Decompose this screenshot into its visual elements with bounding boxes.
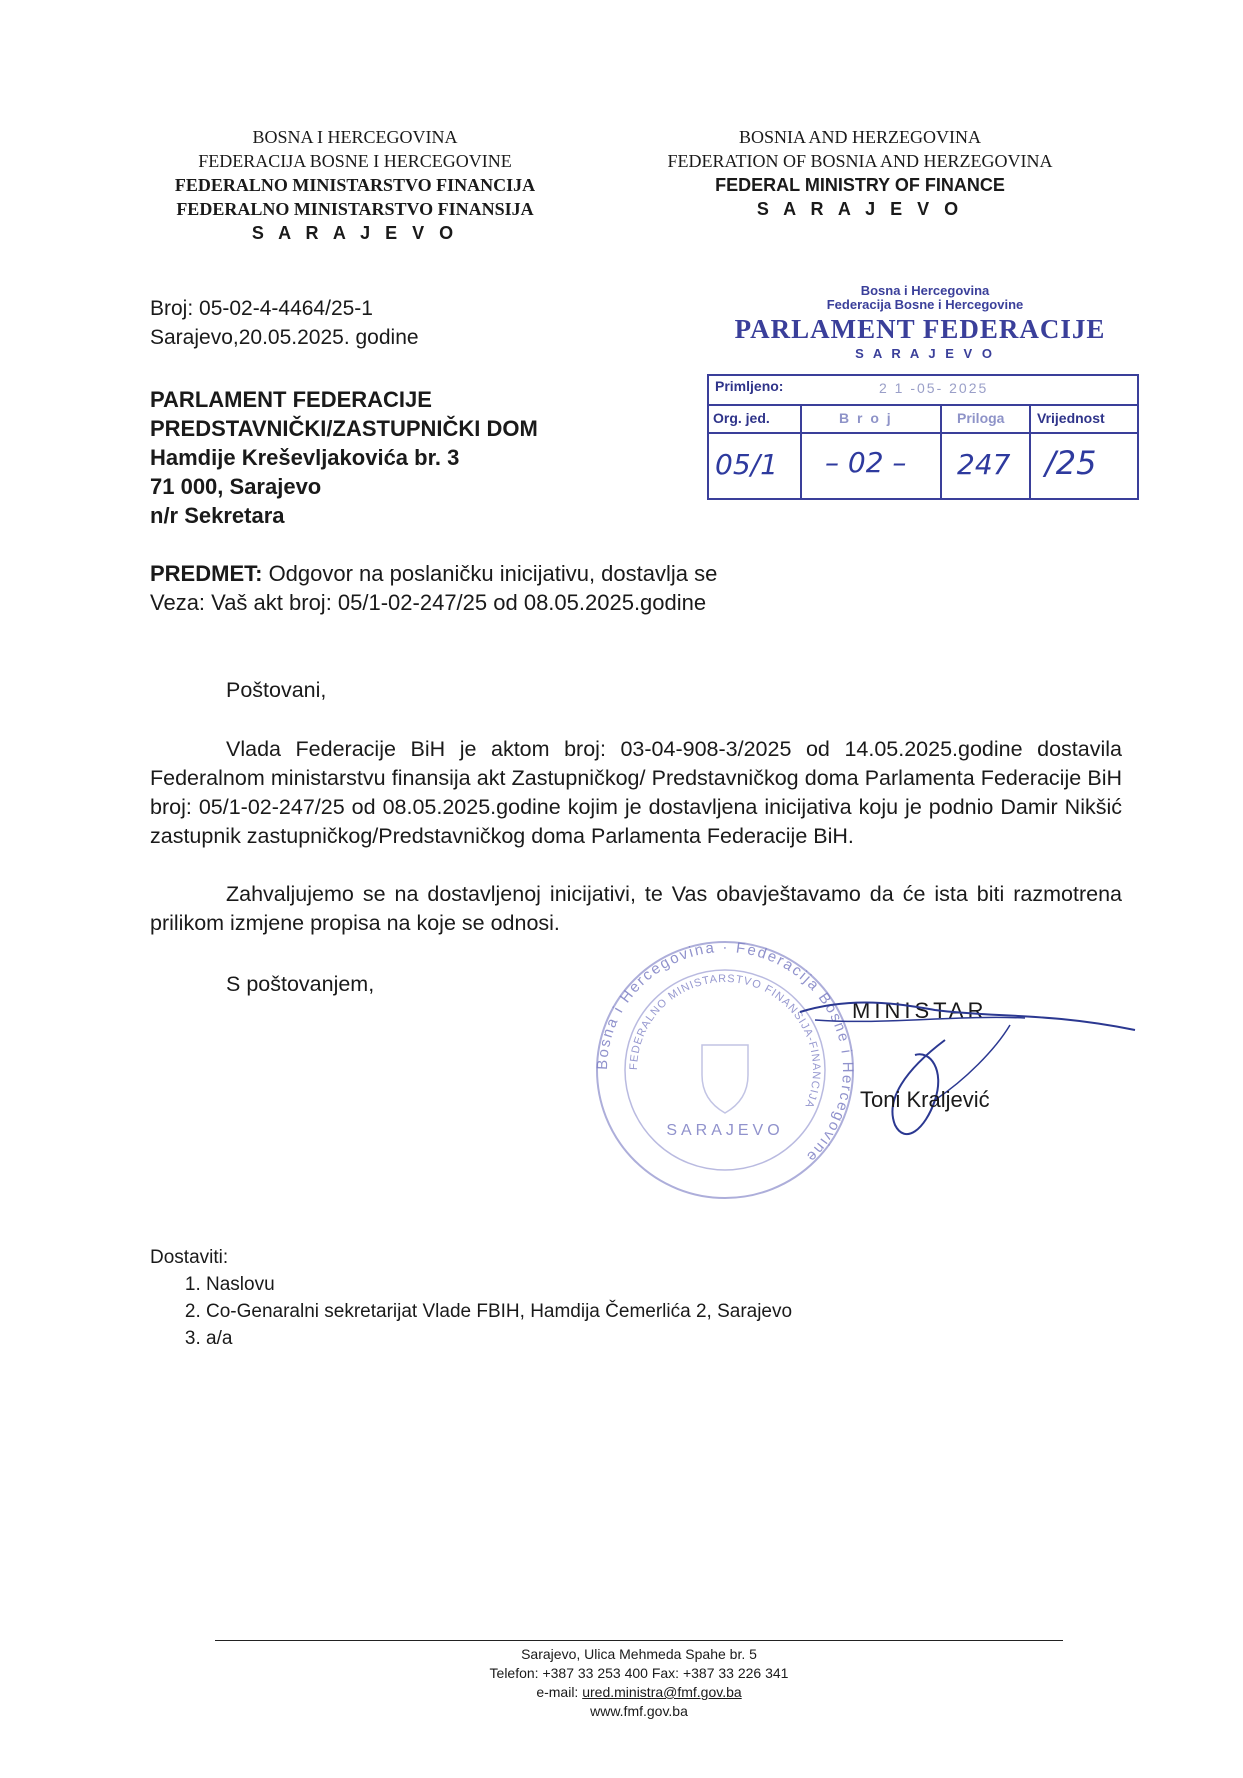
letterhead-ministry-hr: FEDERALNO MINISTARSTVO FINANCIJA [174, 175, 536, 195]
subject-label: PREDMET: [150, 561, 263, 586]
reference-number: Broj: 05-02-4-4464/25-1 [150, 297, 373, 320]
reference-date: Sarajevo,20.05.2025. godine [150, 326, 419, 349]
subject-block [150, 559, 1110, 617]
letterhead-federation-en: FEDERATION OF BOSNIA AND HERZEGOVINA [667, 151, 1053, 171]
stamp-table [707, 374, 1139, 500]
footer-website[interactable]: www.fmf.gov.ba [590, 1703, 688, 1719]
stamp-col-broj: B r o j [839, 410, 893, 426]
recipient-line1: PARLAMENT FEDERACIJE [150, 387, 432, 412]
stamp-received-date: 2 1 -05- 2025 [879, 380, 989, 396]
letterhead-country-en: BOSNIA AND HERZEGOVINA [739, 127, 981, 147]
distribution-list [150, 1271, 1050, 1352]
signature-title: MINISTAR [852, 998, 988, 1023]
letterhead-english [625, 125, 1095, 221]
stamp-header-federation: Federacija Bosne i Hercegovine [826, 297, 1024, 312]
subject-reference: Veza: Vaš akt broj: 05/1-02-247/25 od 08.05.2025.godine [150, 590, 707, 615]
letterhead-ministry-bs: FEDERALNO MINISTARSTVO FINANSIJA [176, 199, 534, 219]
stamp-col-vrijednost: Vrijednost [1037, 410, 1105, 426]
stamp-header-country: Bosna i Hercegovina [860, 283, 990, 298]
footer-email-label: e-mail: [536, 1684, 583, 1700]
seal-shield-icon [702, 1045, 748, 1113]
stamp-val-vrijednost: /25 [1045, 444, 1097, 482]
recipient-block [150, 385, 538, 530]
letterhead-ministry-en: FEDERAL MINISTRY OF FINANCE [715, 175, 1005, 195]
stamp-header-city: S A R A J E V O [855, 346, 995, 361]
subject-text: Odgovor na poslaničku inicijativu, dostavlja se [262, 561, 718, 586]
stamp-val-org: 05/1 [715, 448, 778, 481]
recipient-line2: PREDSTAVNIČKI/ZASTUPNIČKI DOM [150, 416, 538, 441]
stamp-val-priloga: 247 [957, 448, 1011, 481]
stamp-col-org: Org. jed. [713, 410, 770, 426]
seal-city: SARAJEVO [666, 1122, 784, 1139]
footer-address: Sarajevo, Ulica Mehmeda Spahe br. 5 [521, 1646, 757, 1662]
body-paragraph-2: Zahvaljujemo se na dostavljenoj inicijativi, te Vas obavještavamo da će ista biti razmotrena prilikom izmjene propisa na koje se odnosi. [150, 882, 1122, 935]
stamp-header-parliament: PARLAMENT FEDERACIJE [734, 314, 1106, 344]
footer-phone: Telefon: +387 33 253 400 Fax: +387 33 226 341 [489, 1665, 789, 1681]
signature-name: Toni Kraljević [860, 1087, 990, 1112]
stamp-received-label: Primljeno: [715, 378, 784, 394]
reference-block [150, 294, 419, 352]
recipient-line3: Hamdije Kreševljakovića br. 3 [150, 445, 460, 470]
salutation: Poštovani, [226, 678, 327, 702]
received-stamp [700, 280, 1140, 510]
footer-email-link[interactable]: ured.ministra@fmf.gov.ba [582, 1684, 742, 1700]
distribution-item: 2. Co-Genaralni sekretarijat Vlade FBIH, Hamdija Čemerlića 2, Sarajevo [206, 1298, 1050, 1325]
letterhead-city-en: S A R A J E V O [756, 199, 964, 219]
distribution-block [150, 1244, 1050, 1352]
closing: S poštovanjem, [226, 972, 375, 996]
recipient-line5: n/r Sekretara [150, 503, 285, 528]
stamp-col-priloga: Priloga [957, 410, 1005, 426]
letterhead-city: S A R A J E V O [251, 223, 459, 243]
recipient-line4: 71 000, Sarajevo [150, 474, 322, 499]
distribution-item: 1. Naslovu [206, 1271, 1050, 1298]
body-paragraph-1: Vlada Federacije BiH je aktom broj: 03-04-908-3/2025 od 14.05.2025.godine dostavila Federalnom ministarstvu finansija akt Zastupničkog/ Predstavničkog doma Parlamenta Federacije BiH broj: 05/1-02-247/25 od 08.05.2025.godine kojim je dostavljena inicijativa koju je podnio Damir Nikšić zastupnik zastupničkog/Predstavničkog doma Parlamenta Federacije BiH. [150, 737, 1122, 848]
handwritten-signature-icon [795, 990, 1145, 1150]
letterhead-federation: FEDERACIJA BOSNE I HERCEGOVINE [198, 151, 512, 171]
seal-outer-text: Bosna i Hercegovina · Federacija Bosne i Hercegovine [593, 938, 857, 1167]
distribution-item: 3. a/a [206, 1325, 1050, 1352]
letterhead-local [120, 125, 590, 245]
footer-divider [215, 1640, 1063, 1641]
stamp-val-broj: – 02 – [825, 446, 907, 479]
distribution-label: Dostaviti: [150, 1247, 229, 1268]
seal-inner-text: FEDERALNO MINISTARSTVO FINANSIJA-FINANCIJA [627, 972, 823, 1111]
footer [215, 1645, 1063, 1721]
letterhead-country: BOSNA I HERCEGOVINA [252, 127, 458, 147]
svg-text:FEDERALNO MINISTARSTVO FINANSI [628, 973, 822, 1110]
